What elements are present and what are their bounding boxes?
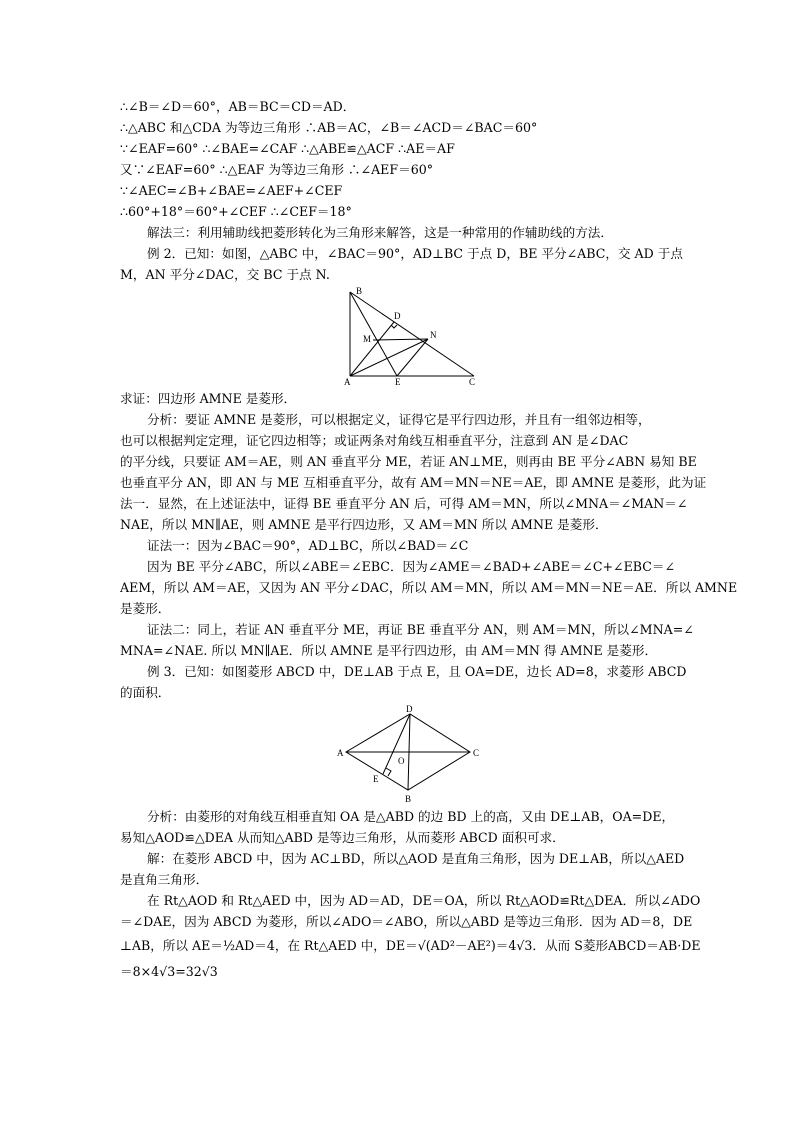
text-line: ＝∠DAE，因为 ABCD 为菱形，所以∠ADO＝∠ABO，所以△ABD 是等边三角形．因为 AD＝8，DE	[120, 914, 693, 929]
text-line: ∵∠AEC=∠B+∠BAE=∠AEF+∠CEF	[120, 183, 343, 198]
text-line: AEM，所以 AM＝AE，又因为 AN 平分∠DAC，所以 AM＝MN，所以 AM＝MN＝NE＝AE．所以 AMNE	[120, 580, 738, 595]
text-line: 求证：四边形 AMNE 是菱形．	[120, 391, 297, 406]
text-line: ⊥AB，所以 AE＝½AD＝4，在 Rt△AED 中，DE＝√(AD²－AE²)＝4√3．从而 S菱形ABCD＝AB·DE	[120, 938, 701, 953]
label-D: D	[394, 311, 401, 321]
figure-triangle-abc	[336, 284, 486, 388]
label-B: B	[356, 286, 363, 296]
text-line: 解：在菱形 ABCD 中，因为 AC⊥BD，所以△AOD 是直角三角形，因为 DE⊥AB，所以△AED	[147, 851, 685, 866]
text-line: 解法三：利用辅助线把菱形转化为三角形来解答，这是一种常用的作辅助线的方法．	[147, 225, 613, 240]
label-C: C	[469, 377, 476, 387]
label-A: A	[344, 377, 351, 387]
label-B: B	[405, 794, 412, 804]
label-D: D	[406, 704, 413, 714]
text-line: 因为 BE 平分∠ABC，所以∠ABE＝∠EBC．因为∠AME＝∠BAD+∠ABE＝∠C+∠EBC＝∠	[147, 559, 676, 574]
label-E: E	[373, 774, 379, 784]
text-line: MNA=∠NAE. 所以 MN∥AE．所以 AMNE 是平行四边形，由 AM＝MN 得 AMNE 是菱形．	[120, 643, 658, 658]
text-line: M，AN 平分∠DAC，交 BC 于点 N.	[120, 267, 330, 282]
text-line: 例 3．已知：如图菱形 ABCD 中，DE⊥AB 于点 E，且 OA=DE，边长 AD=8，求菱形 ABCD	[147, 664, 687, 679]
text-line: 证法二：同上，若证 AN 垂直平分 ME，再证 BE 垂直平分 AN，则 AM＝MN，所以∠MNA=∠	[147, 622, 694, 637]
text-line: 的面积．	[120, 685, 171, 700]
text-line: 又∵∠EAF=60° ∴△EAF 为等边三角形 ∴∠AEF＝60°	[120, 162, 434, 177]
label-E: E	[395, 377, 401, 387]
text-line: 的平分线，只要证 AM＝AE，则 AN 垂直平分 ME，若证 AN⊥ME，则再由 BE 平分∠ABN 易知 BE	[120, 454, 697, 469]
text-line: 在 Rt△AOD 和 Rt△AED 中，因为 AD＝AD，DE＝OA，所以 Rt△AOD≌Rt△DEA．所以∠ADO	[147, 893, 701, 908]
text-line: ∵∠EAF=60° ∴∠BAE=∠CAF ∴△ABE≌△ACF ∴AE＝AF	[120, 141, 455, 156]
text-line: 分析：由菱形的对角线互相垂直知 OA 是△ABD 的边 BD 上的高，又由 DE⊥AB，OA=DE，	[147, 809, 675, 824]
label-A: A	[337, 748, 344, 758]
text-line: 是菱形．	[120, 601, 171, 616]
text-line: 分析：要证 AMNE 是菱形，可以根据定义，证得它是平行四边形，并且有一组邻边相等，	[147, 412, 651, 427]
text-line: ＝8×4√3=32√3	[120, 964, 218, 979]
text-line: 法一．显然，在上述证法中，证得 BE 垂直平分 AN 后，可得 AM＝MN，所以∠MNA＝∠MAN＝∠	[120, 496, 688, 511]
text-line: NAE，所以 MN∥AE，则 AMNE 是平行四边形，又 AM＝MN 所以 AMNE 是菱形．	[120, 517, 608, 532]
label-O: O	[398, 756, 405, 766]
text-line: 也垂直平分 AN，即 AN 与 ME 互相垂直平分，故有 AM＝MN＝NE＝AE，即 AMNE 是菱形，此为证	[120, 475, 707, 490]
label-M: M	[363, 334, 372, 344]
text-line: 也可以根据判定定理，证它四边相等；或证两条对角线互相垂直平分，注意到 AN 是∠DAC	[120, 433, 629, 448]
text-line: 易知△AOD≌△DEA 从而知△ABD 是等边三角形，从而菱形 ABCD 面积可求．	[120, 830, 565, 845]
text-line: 例 2．已知：如图，△ABC 中，∠BAC＝90°，AD⊥BC 于点 D，BE 平分∠ABC，交 AD 于点	[147, 246, 683, 261]
text-line: ∴△ABC 和△CDA 为等边三角形 ∴AB＝AC，∠B＝∠ACD＝∠BAC＝60°	[120, 120, 538, 135]
text-line: 证法一：因为∠BAC＝90°，AD⊥BC，所以∠BAD＝∠C	[147, 538, 469, 553]
label-N: N	[430, 330, 437, 340]
label-C: C	[473, 748, 480, 758]
text-line: ∴60°+18°＝60°+∠CEF ∴∠CEF＝18°	[120, 204, 352, 219]
text-line: ∴∠B＝∠D＝60°，AB＝BC＝CD＝AD．	[120, 99, 356, 114]
text-line: 是直角三角形．	[120, 872, 209, 887]
figure-rhombus-abcd	[334, 702, 484, 806]
